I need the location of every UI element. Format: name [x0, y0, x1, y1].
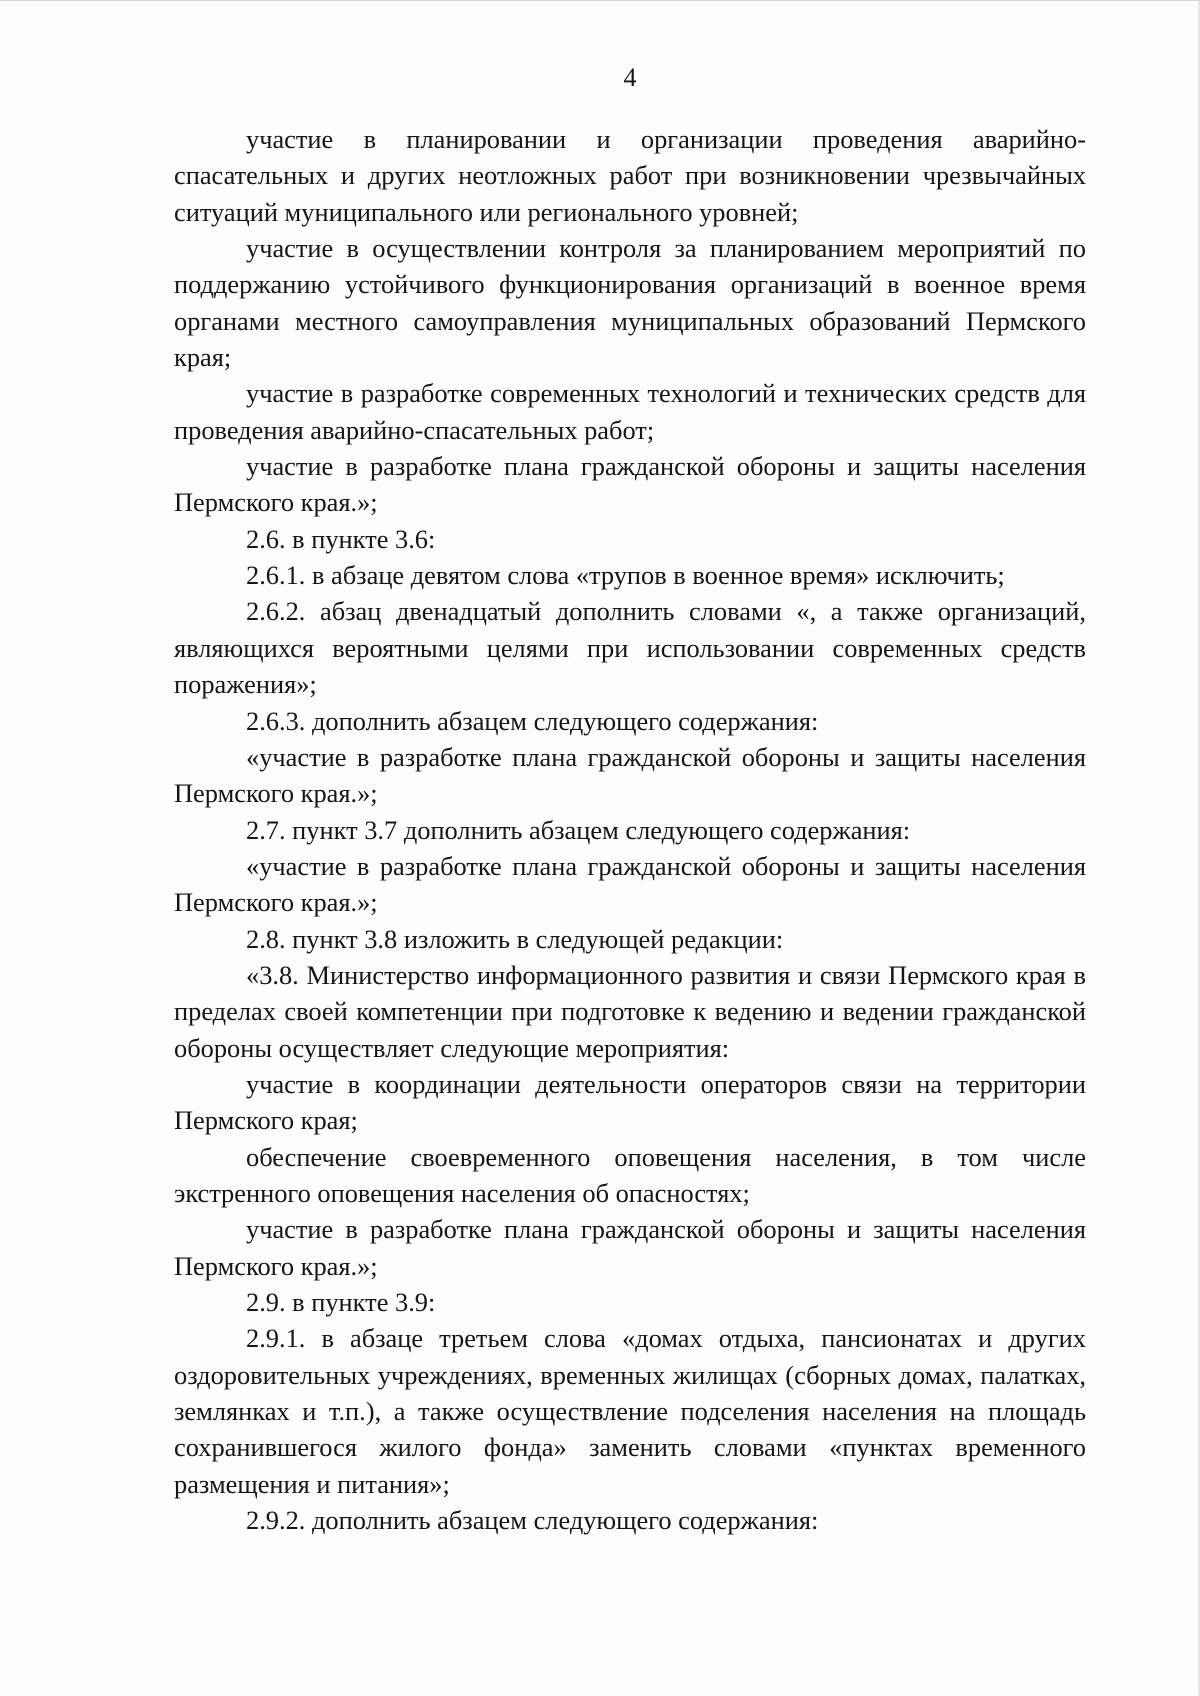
paragraph: «участие в разработке плана гражданской обороны и защиты населения Пермского края.»;	[174, 741, 1086, 809]
paragraph: участие в разработке плана гражданской обороны и защиты населения Пермского края.»;	[174, 1214, 1086, 1281]
page-number: 4	[623, 63, 637, 92]
paragraph: 2.7. пункт 3.7 дополнить абзацем следующего содержания:	[246, 814, 911, 845]
paragraph: 2.9.2. дополнить абзацем следующего содержания:	[246, 1505, 819, 1536]
paragraph: участие в планировании и организации проведения аварийно-спасательных и других неотложных работ при возникновении чрезвычайных ситуаций муниципального или регионального уровней;	[174, 124, 1086, 227]
paragraph: 2.6.1. в абзаце девятом слова «трупов в военное время» исключить;	[246, 560, 1005, 591]
paragraph: 2.6. в пункте 3.6:	[246, 523, 436, 554]
paragraph: участие в осуществлении контроля за планированием мероприятий по поддержанию устойчивого функционирования организаций в военное время органами местного самоуправления муниципальных образований Пермского края;	[174, 233, 1086, 373]
paragraph: участие в координации деятельности операторов связи на территории Пермского края;	[174, 1068, 1086, 1136]
document-body	[174, 121, 1086, 1538]
paragraph: 2.6.3. дополнить абзацем следующего содержания:	[246, 705, 819, 736]
paragraph: обеспечение своевременного оповещения населения, в том числе экстренного оповещения населения об опасностях;	[174, 1141, 1086, 1208]
paragraph: «3.8. Министерство информационного развития и связи Пермского края в пределах своей компетенции при подготовке к ведению и ведении гражданской обороны осуществляет следующие мероприятия:	[174, 959, 1086, 1063]
paragraph: «участие в разработке плана гражданской обороны и защиты населения Пермского края.»;	[174, 850, 1086, 918]
paragraph: участие в разработке плана гражданской обороны и защиты населения Пермского края.»;	[174, 451, 1086, 518]
paragraph: 2.9. в пункте 3.9:	[246, 1287, 436, 1317]
paragraph: 2.9.1. в абзаце третьем слова «домах отдыха, пансионатах и других оздоровительных учреждениях, временных жилищах (сборных домах, палатках, землянках и т.п.), а также осуществление подселения населения на площадь сохранившегося жилого фонда» заменить словами «пунктах временного размещения и питания»;	[174, 1323, 1086, 1499]
paragraph: участие в разработке современных технологий и технических средств для проведения аварийно-спасательных работ;	[174, 378, 1086, 445]
paragraph: 2.8. пункт 3.8 изложить в следующей редакции:	[246, 923, 784, 954]
paragraph: 2.6.2. абзац двенадцатый дополнить словами «, а также организаций, являющихся вероятными целями при использовании современных средств поражения»;	[174, 596, 1086, 700]
